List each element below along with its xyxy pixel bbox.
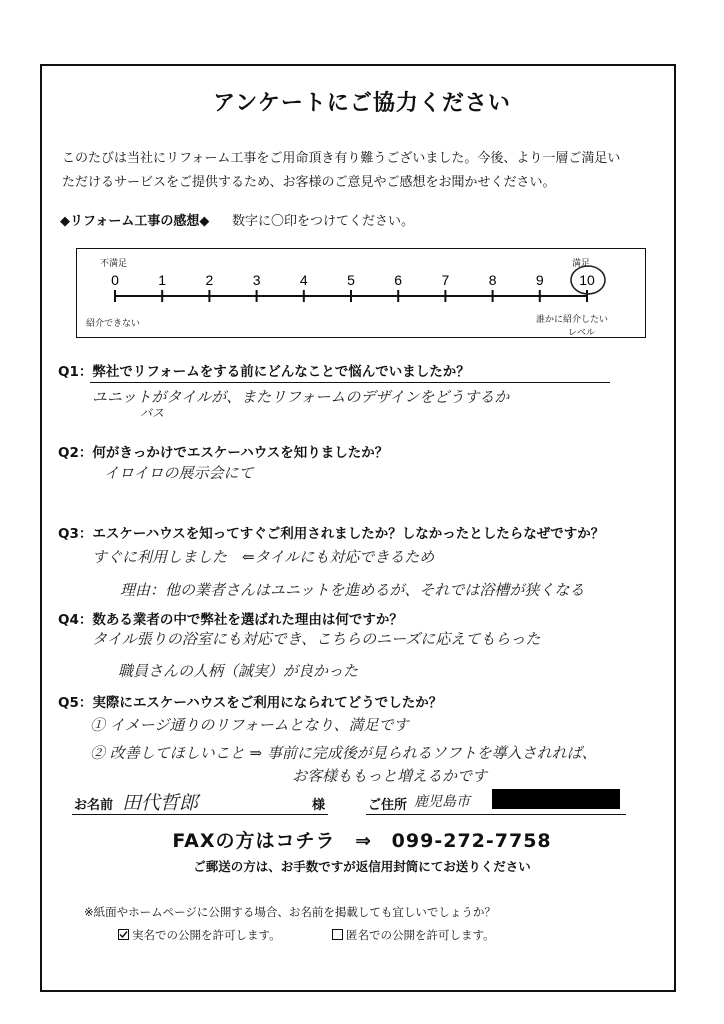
check-mark-icon — [119, 930, 128, 939]
scale-number-3[interactable]: 3 — [252, 272, 261, 288]
name-label: お名前 — [74, 798, 114, 813]
address-label: ご住所 — [368, 798, 408, 813]
q1-question: Q1：弊社でリフォームをする前にどんなことで悩んでいましたか？ — [58, 364, 470, 380]
scale-number-7[interactable]: 7 — [441, 272, 450, 288]
intro-line-1: このたびは当社にリフォーム工事をご用命頂き有り難うございました。今後、より一層ご満足い — [62, 151, 621, 166]
name-underline — [72, 814, 328, 815]
q5-answer-1: ① イメージ通りのリフォームとなり、満足です — [90, 716, 409, 734]
scale-number-4[interactable]: 4 — [299, 272, 308, 288]
anonymous-checkbox[interactable] — [332, 929, 343, 940]
q5-answer-3: お客様ももっと増えるかです — [292, 767, 488, 785]
scale-number-5[interactable]: 5 — [347, 272, 355, 288]
name-honorific: 様 — [312, 798, 326, 813]
q1-answer-line — [90, 382, 610, 383]
q4-answer-1: タイル張りの浴室にも対応でき、こちらのニーズに応えてもらった — [92, 630, 541, 648]
q5-question: Q5：実際にエスケーハウスをご利用になられてどうでしたか？ — [58, 695, 443, 711]
fax-arrow: ⇒ — [355, 830, 373, 852]
address-redaction — [492, 789, 620, 809]
publish-option-anon[interactable] — [332, 927, 495, 943]
rating-instruction: 数字に〇印をつけてください。 — [232, 214, 415, 229]
scale-right-bottom-label-2: レベル — [568, 328, 596, 338]
rating-section-label: ◆リフォーム工事の感想◆ — [60, 214, 210, 229]
scale-number-0[interactable]: 0 — [111, 272, 119, 288]
q1-answer-note: バス — [140, 406, 165, 420]
fax-number: 099-272-7758 — [391, 830, 552, 852]
q3-question: Q3：エスケーハウスを知ってすぐご利用されましたか？しなかったとしたらなぜですか？ — [58, 526, 605, 542]
scale-number-8[interactable]: 8 — [488, 272, 497, 288]
publish-question: ※紙面やホームページに公開する場合、お名前を掲載しても宜しいでしょうか？ — [84, 905, 496, 919]
scale-number-9[interactable]: 9 — [535, 272, 544, 288]
q2-question: Q2：何がきっかけでエスケーハウスを知りましたか？ — [58, 445, 389, 461]
q5-answer-2: ② 改善してほしいこと ⇒ 事前に完成後が見られるソフトを導入されれば、 — [90, 744, 597, 762]
address-underline — [366, 814, 626, 815]
publish-option-real-label: 実名での公開を許可します。 — [132, 928, 281, 942]
address-value: 鹿児島市 — [414, 794, 470, 810]
name-value: 田代哲郎 — [122, 792, 199, 814]
postal-note: ご郵送の方は、お手数ですが返信用封筒にてお送りください — [193, 859, 531, 874]
q2-answer: イロイロの展示会にて — [104, 464, 254, 482]
scale-right-top-label: 満足 — [572, 259, 591, 269]
scale-number-2[interactable]: 2 — [205, 272, 214, 288]
publish-option-real[interactable] — [118, 927, 281, 943]
q3-answer-1: すぐに利用しました ⇐タイルにも対応できるため — [92, 548, 435, 566]
scale-number-6[interactable]: 6 — [394, 272, 403, 288]
publish-option-anon-label: 匿名での公開を許可します。 — [346, 928, 495, 942]
scale-number-1[interactable]: 1 — [158, 272, 167, 288]
scale-number-10[interactable]: 10 — [579, 272, 595, 288]
q3-answer-2: 理由：他の業者さんはユニットを進めるが、それでは浴槽が狭くなる — [120, 581, 585, 599]
fax-label: FAXの方はコチラ — [172, 830, 336, 852]
scale-left-top-label: 不満足 — [100, 259, 128, 269]
intro-line-2: ただけるサービスをご提供するため、お客様のご意見やご感想をお聞かせください。 — [62, 175, 556, 190]
scale-left-bottom-label: 紹介できない — [86, 319, 141, 329]
fax-line — [0, 826, 724, 853]
scale-right-bottom-label-1: 誰かに紹介したい — [536, 315, 609, 325]
survey-title: アンケートにご協力ください — [213, 91, 511, 116]
q4-question: Q4：数ある業者の中で弊社を選ばれた理由は何ですか？ — [58, 612, 403, 628]
real-name-checkbox[interactable] — [118, 929, 129, 940]
q1-answer: ユニットがタイルが、またリフォームのデザインをどうするか — [92, 388, 510, 406]
q4-answer-2: 職員さんの人柄（誠実）が良かった — [118, 662, 359, 680]
